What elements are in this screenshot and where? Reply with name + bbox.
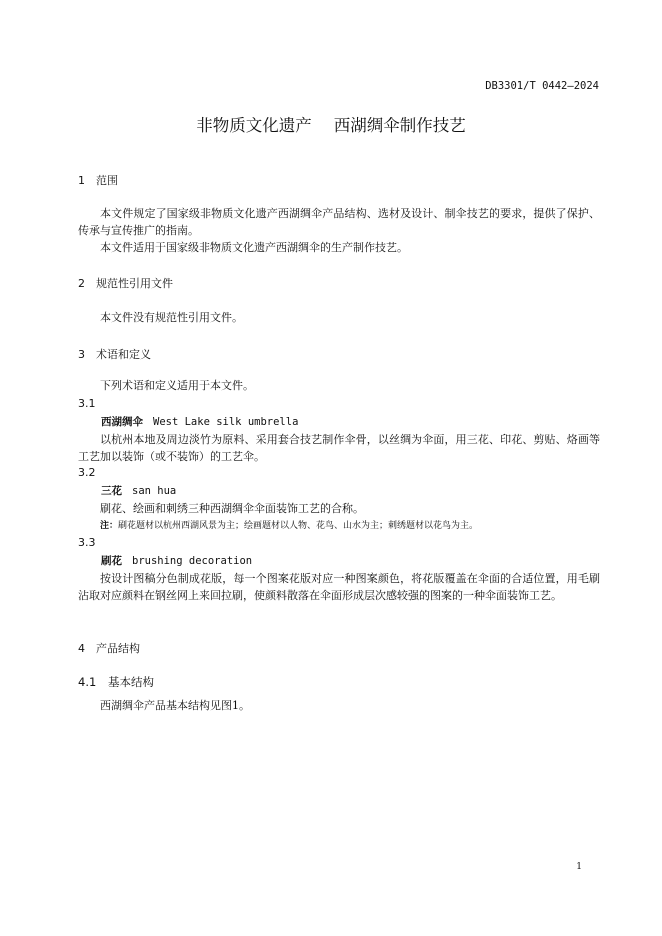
subsection-4-1-heading — [78, 674, 154, 690]
section-title: 规范性引用文件 — [96, 277, 173, 290]
term-3-2-note — [100, 518, 478, 531]
term-3-2-entry — [101, 483, 176, 498]
title-part-1: 非物质文化遗产 — [196, 116, 312, 135]
section-2-heading — [78, 275, 173, 291]
subsection-title: 基本结构 — [108, 675, 154, 689]
term-en: West Lake silk umbrella — [153, 416, 299, 428]
term-en: brushing decoration — [132, 555, 253, 567]
section-title: 范围 — [96, 174, 118, 187]
section-4-heading — [78, 640, 140, 656]
note-label: 注： — [100, 521, 119, 531]
section-1-paragraph-2: 本文件适用于国家级非物质文化遗产西湖绸伞的生产制作技艺。 — [100, 241, 408, 254]
section-title: 产品结构 — [96, 642, 140, 655]
term-en: san hua — [132, 485, 177, 497]
document-title — [0, 112, 662, 136]
subsection-4-1-paragraph: 西湖绸伞产品基本结构见图1。 — [100, 699, 250, 712]
term-3-1-definition: 以杭州本地及周边淡竹为原料、采用套合技艺制作伞骨，以丝绸为伞面，用三花、印花、剪贴、烙画等工艺加以装饰（或不装饰）的工艺伞。 — [78, 433, 600, 463]
section-title: 术语和定义 — [96, 348, 151, 361]
subsection-number: 4.1 — [78, 675, 97, 689]
section-3-heading — [78, 346, 151, 362]
term-zh: 三花 — [101, 485, 122, 497]
page-number: 1 — [576, 862, 582, 872]
document-code: DB3301/T 0442—2024 — [485, 80, 599, 92]
section-number: 4 — [78, 642, 85, 655]
term-3-1-number: 3.1 — [78, 397, 96, 410]
term-3-2-number: 3.2 — [78, 466, 96, 479]
term-3-2-definition: 刷花、绘画和刺绣三种西湖绸伞伞面装饰工艺的合称。 — [100, 502, 364, 515]
section-1-paragraph-1: 本文件规定了国家级非物质文化遗产西湖绸伞产品结构、选材及设计、制伞技艺的要求，提供了保护、传承与宣传推广的指南。 — [78, 207, 600, 237]
term-zh: 西湖绸伞 — [101, 416, 143, 428]
section-3-intro: 下列术语和定义适用于本文件。 — [100, 379, 254, 392]
term-3-3-entry — [101, 553, 252, 568]
section-1-heading — [78, 172, 118, 188]
term-3-3-definition: 按设计图稿分色制成花版，每一个图案花版对应一种图案颜色，将花版覆盖在伞面的合适位置，用毛刷沾取对应颜料在钢丝网上来回拉刷，使颜料散落在伞面形成层次感较强的图案的一种伞面装饰工艺。 — [78, 572, 600, 602]
section-number: 3 — [78, 348, 85, 361]
term-3-1-entry — [101, 414, 298, 429]
term-3-3-number: 3.3 — [78, 536, 96, 549]
section-number: 2 — [78, 277, 85, 290]
title-part-2: 西湖绸伞制作技艺 — [333, 116, 466, 135]
section-2-paragraph-1: 本文件没有规范性引用文件。 — [100, 311, 243, 324]
note-text: 刷花题材以杭州西湖风景为主；绘画题材以人物、花鸟、山水为主；刺绣题材以花鸟为主。 — [118, 521, 479, 531]
term-zh: 刷花 — [101, 555, 122, 567]
section-number: 1 — [78, 174, 85, 187]
